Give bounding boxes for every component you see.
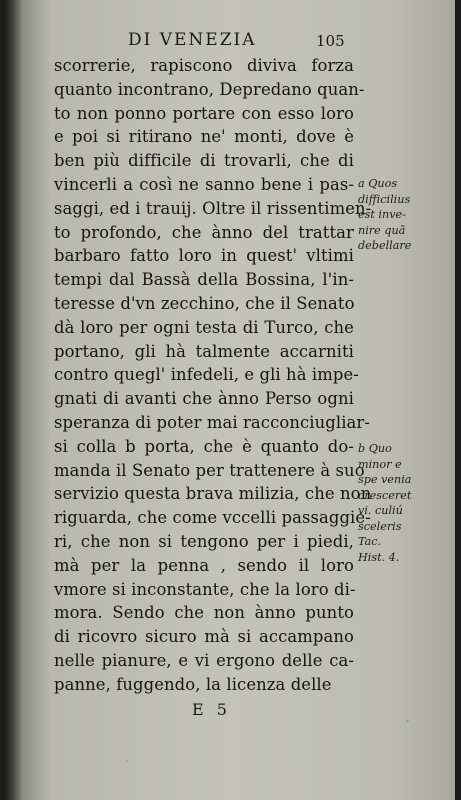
text-line: mà per la penna , sendo il loro: [54, 555, 354, 575]
text-line: vincerli a così ne sanno bene i pas-: [54, 174, 354, 194]
text-line: barbaro fatto loro in quest' vltimi: [54, 246, 354, 266]
text-line: panne, fuggendo, la licenza delle: [54, 674, 332, 694]
margin-note-a: [358, 176, 411, 254]
text-line: portano, gli hà talmente accarniti: [54, 341, 354, 361]
body-text: [54, 54, 372, 697]
text-line: nelle pianure, e vi ergono delle ca-: [54, 650, 354, 670]
running-head: DI VENEZIA: [128, 30, 257, 50]
margin-note-line: cresceret: [358, 488, 412, 502]
text-line: quanto incontrano, Depredano quan-: [54, 79, 365, 99]
text-line: servizio questa brava milizia, che non: [54, 484, 372, 504]
page-header: [6, 30, 455, 52]
margin-note-line: difficilius: [358, 192, 411, 206]
margin-note-line: b Quo: [358, 442, 392, 455]
margin-note-line: minor e: [358, 457, 402, 471]
margin-note-line: a Quos: [358, 177, 398, 190]
page-number: 105: [316, 32, 345, 50]
margin-note-line: vi. culiú: [358, 504, 403, 517]
margin-note-line: est inve-: [358, 208, 406, 221]
spine-shadow: [6, 0, 22, 800]
text-line: tempi dal Bassà della Bossina, l'in-: [54, 270, 354, 290]
text-line: mora. Sendo che non ànno punto: [54, 603, 354, 623]
text-line: ben più difficile di trovarli, che di: [54, 151, 354, 171]
text-line: gnati di avanti che ànno Perso ogni: [54, 389, 354, 409]
margin-note-line: debellare: [358, 239, 412, 252]
paper-speckle: [406, 720, 409, 722]
margin-note-line: nire quã: [358, 223, 406, 237]
text-line: dà loro per ogni testa di Turco, che: [54, 317, 354, 337]
text-line: manda il Senato per trattenere à suo: [54, 460, 365, 480]
text-line: ri, che non si tengono per i piedi,: [54, 531, 354, 551]
text-line: to non ponno portare con esso loro: [54, 103, 354, 123]
text-line: e poi si ritirano ne' monti, dove è: [54, 127, 354, 147]
text-line: vmore si inconstante, che la loro di-: [54, 579, 356, 599]
text-line: speranza di poter mai racconciugliar-: [54, 412, 370, 432]
margin-note-b: [358, 441, 411, 565]
paper-speckle: [126, 760, 128, 762]
signature-mark: E 5: [192, 700, 231, 719]
text-line: riguarda, che come vccelli passaggie-: [54, 508, 371, 528]
text-line: scorrerie, rapiscono diviva forza: [54, 56, 354, 75]
text-line: to profondo, che ànno del trattar: [54, 222, 354, 242]
margin-note-line: spe venia: [358, 473, 412, 486]
text-line: teresse d'vn zecchino, che il Senato: [54, 293, 355, 313]
text-line: contro quegl' infedeli, e gli hà impe-: [54, 365, 359, 385]
margin-note-line: Tac.: [358, 535, 382, 548]
text-line: si colla b porta, che è quanto do-: [54, 436, 354, 456]
text-line: saggi, ed i trauij. Oltre il rissentimen-: [54, 198, 372, 218]
book-page: [6, 0, 455, 800]
margin-note-line: Hist. 4.: [358, 550, 400, 564]
text-line: di ricovro sicuro mà si accampano: [54, 627, 354, 647]
margin-note-line: sceleris: [358, 519, 402, 533]
